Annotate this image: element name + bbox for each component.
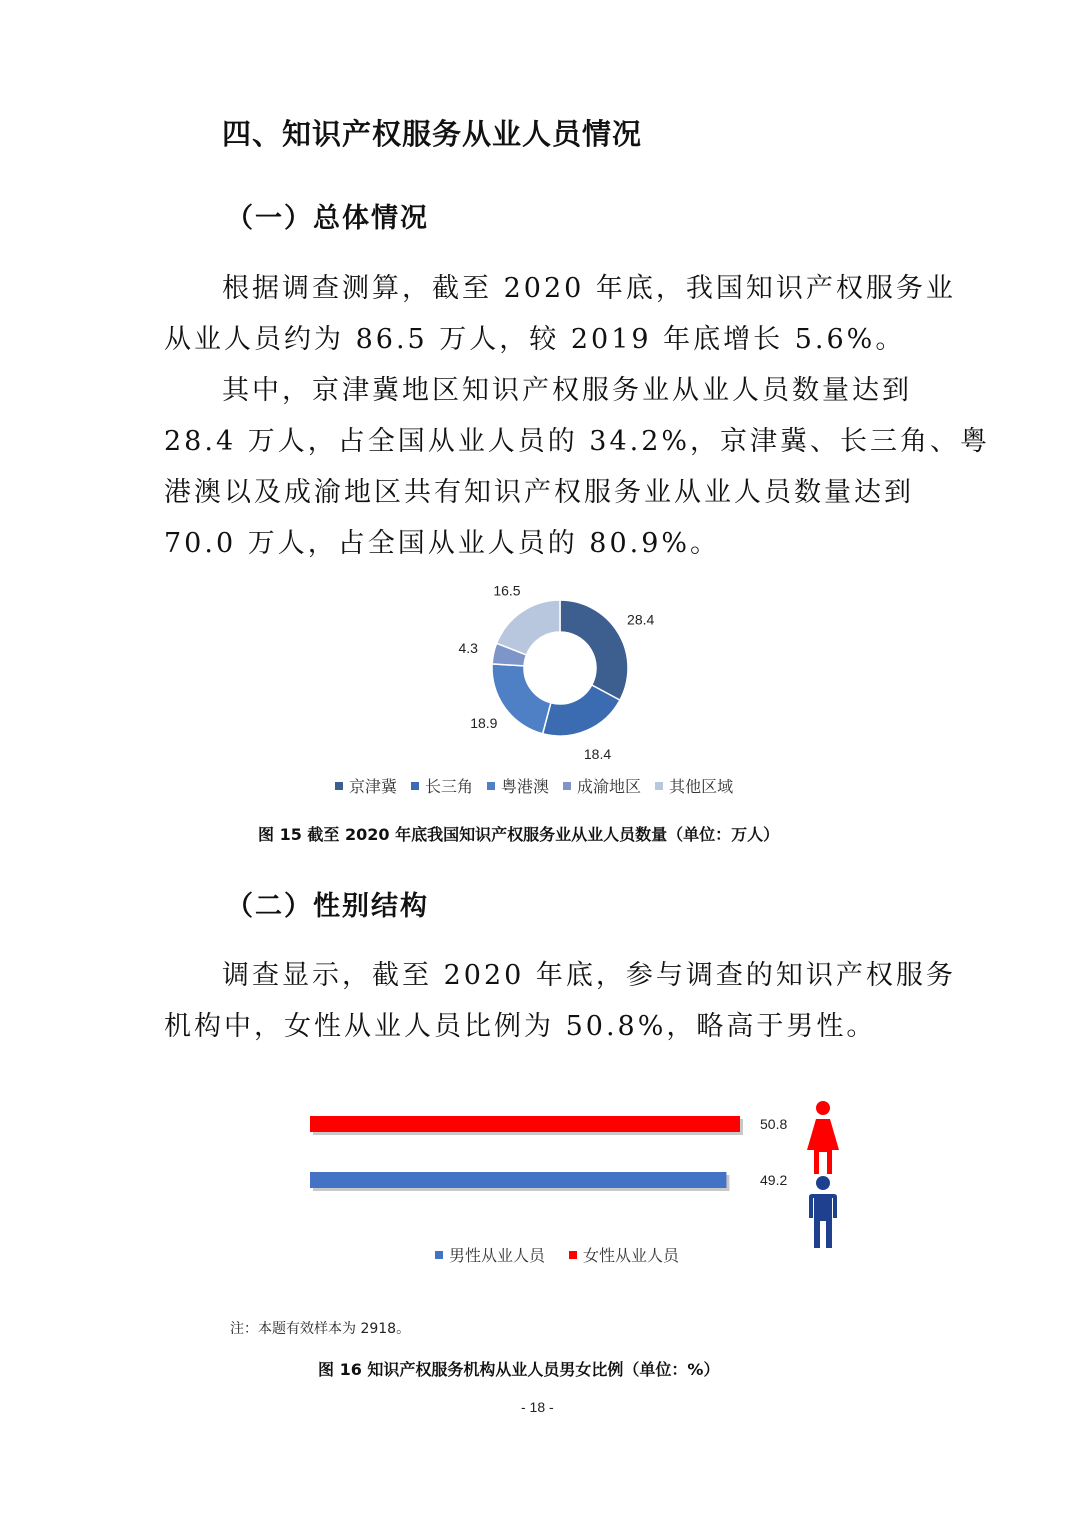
gender-bar-chart xyxy=(300,1090,860,1260)
bar-value-label: 49.2 xyxy=(760,1172,788,1188)
paragraph-line: 调查显示，截至 2020 年底，参与调查的知识产权服务 xyxy=(222,960,956,991)
donut-value-label: 18.4 xyxy=(583,746,612,763)
bar xyxy=(310,1172,726,1188)
donut-slice xyxy=(560,600,628,700)
legend-swatch xyxy=(435,1251,443,1259)
donut-value-label: 18.9 xyxy=(470,715,498,732)
donut-chart-regions xyxy=(380,580,720,763)
paragraph-line: 28.4 万人，占全国从业人员的 34.2%，京津冀、长三角、粤 xyxy=(164,426,991,457)
legend-label: 粤港澳 xyxy=(501,777,550,796)
legend-item xyxy=(411,774,473,797)
legend-item xyxy=(563,774,641,797)
female-icon xyxy=(807,1101,839,1174)
donut-legend xyxy=(335,774,747,797)
donut-value-label: 4.3 xyxy=(458,639,478,656)
figure-16-caption: 图 16 知识产权服务机构从业人员男女比例（单位：%） xyxy=(318,1360,720,1379)
legend-label: 成渝地区 xyxy=(577,777,642,796)
legend-label: 京津冀 xyxy=(349,777,398,796)
figure-16-note: 注：本题有效样本为 2918。 xyxy=(230,1321,411,1337)
paragraph-line: 港澳以及成渝地区共有知识产权服务业从业人员数量达到 xyxy=(164,477,914,508)
legend-item xyxy=(569,1243,679,1266)
paragraph-line: 从业人员约为 86.5 万人，较 2019 年底增长 5.6%。 xyxy=(164,324,906,355)
legend-swatch xyxy=(335,782,343,790)
donut-value-label: 16.5 xyxy=(493,582,521,599)
bar xyxy=(310,1116,740,1132)
legend-label: 长三角 xyxy=(425,777,474,796)
legend-label: 男性从业人员 xyxy=(449,1246,546,1265)
subsection-title-overall: （一）总体情况 xyxy=(226,203,429,234)
paragraph-line: 根据调查测算，截至 2020 年底，我国知识产权服务业 xyxy=(222,273,956,304)
bar-legend xyxy=(435,1243,703,1266)
legend-swatch xyxy=(487,782,495,790)
legend-swatch xyxy=(563,782,571,790)
legend-swatch xyxy=(655,782,663,790)
figure-15-caption: 图 15 截至 2020 年底我国知识产权服务业从业人员数量（单位：万人） xyxy=(258,825,780,844)
legend-item xyxy=(487,774,549,797)
section-heading: 四、知识产权服务从业人员情况 xyxy=(222,117,643,151)
paragraph-line: 机构中，女性从业人员比例为 50.8%，略高于男性。 xyxy=(164,1011,877,1042)
page-number: - 18 - xyxy=(521,1399,554,1415)
legend-item xyxy=(335,774,397,797)
paragraph-line: 其中，京津冀地区知识产权服务业从业人员数量达到 xyxy=(222,375,912,406)
legend-label: 女性从业人员 xyxy=(583,1246,680,1265)
bar-value-label: 50.8 xyxy=(760,1116,788,1132)
legend-label: 其他区域 xyxy=(669,777,734,796)
legend-item xyxy=(655,774,733,797)
subsection-title-gender: （二）性别结构 xyxy=(226,891,429,922)
male-icon xyxy=(809,1176,837,1248)
donut-slice xyxy=(492,664,551,734)
donut-value-label: 28.4 xyxy=(627,611,655,628)
donut-slice xyxy=(497,600,560,655)
legend-swatch xyxy=(411,782,419,790)
legend-item xyxy=(435,1243,545,1266)
legend-swatch xyxy=(569,1251,577,1259)
paragraph-line: 70.0 万人，占全国从业人员的 80.9%。 xyxy=(164,528,721,559)
